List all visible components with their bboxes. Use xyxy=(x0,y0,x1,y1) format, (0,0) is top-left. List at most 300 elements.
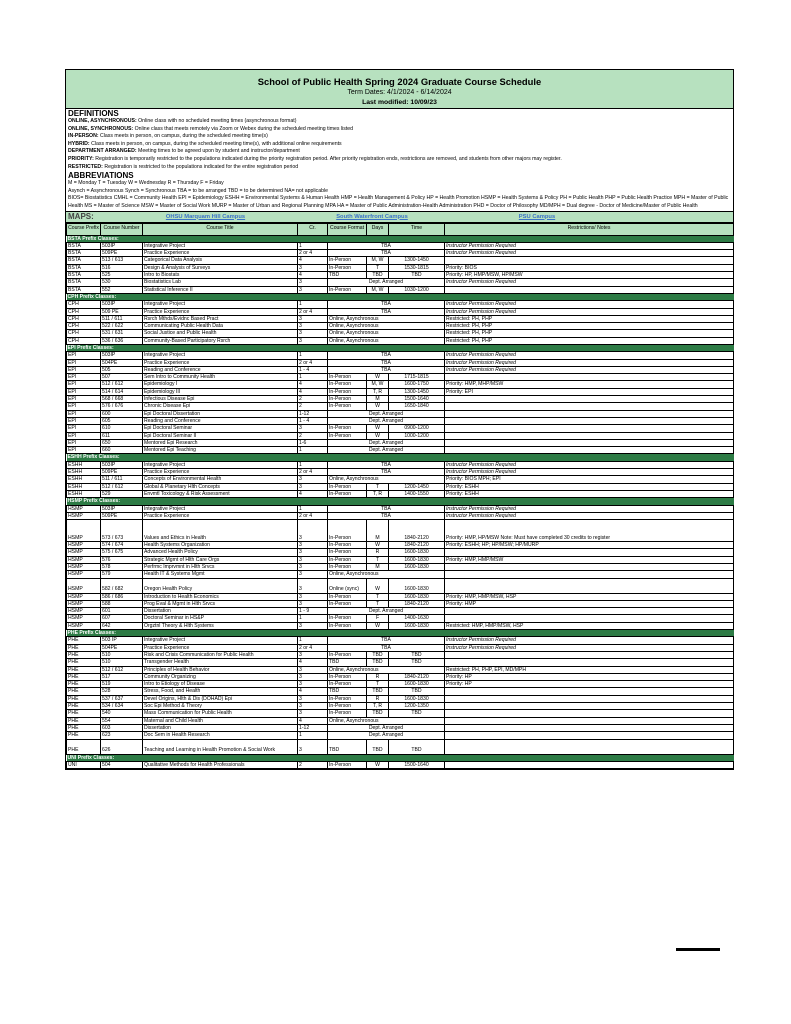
course-number: 554 xyxy=(101,717,143,724)
restrictions-notes: Instructor Permission Required xyxy=(445,301,734,308)
course-format: Online, Asynchronous xyxy=(328,337,445,344)
restrictions-notes xyxy=(445,417,734,424)
days: W xyxy=(367,542,389,549)
last-modified: Last modified: 10/09/23 xyxy=(362,99,437,106)
restrictions-notes xyxy=(445,447,734,454)
days: T xyxy=(367,681,389,688)
course-format: In-Person xyxy=(328,564,367,571)
schedule-arrangement: TBA xyxy=(328,644,445,651)
days: W xyxy=(367,425,389,432)
time: 1500-1640 xyxy=(389,761,445,768)
course-number: 509 PE xyxy=(101,308,143,315)
time: 1600-1830 xyxy=(389,622,445,629)
course-title: Envmtl Toxicology & Risk Assessment xyxy=(143,490,298,497)
time: 1600-1750 xyxy=(389,381,445,388)
course-number: 575 / 675 xyxy=(101,549,143,556)
course-prefix: EPI xyxy=(67,439,101,446)
time: 1840-2120 xyxy=(389,673,445,680)
course-title: Dissertation xyxy=(143,724,298,731)
restrictions-notes xyxy=(445,571,734,578)
schedule-sheet xyxy=(65,69,734,770)
course-title: Stress, Food, and Health xyxy=(143,688,298,695)
time: 1715-1815 xyxy=(389,374,445,381)
course-prefix: BSTA xyxy=(67,242,101,249)
restrictions-notes: Priority: HP xyxy=(445,673,734,680)
restrictions-notes xyxy=(445,425,734,432)
table-row xyxy=(67,323,734,330)
time: 1600-1830 xyxy=(389,681,445,688)
course-format: In-Person xyxy=(328,600,367,607)
section-header-row xyxy=(67,630,734,637)
days: TBD xyxy=(367,710,389,717)
course-number: 642 xyxy=(101,622,143,629)
course-title: Integrative Project xyxy=(143,301,298,308)
schedule-arrangement: TBA xyxy=(328,637,445,644)
restrictions-notes xyxy=(445,710,734,717)
time: 1840-2120 xyxy=(389,542,445,549)
course-number: 529 xyxy=(101,490,143,497)
definition-line xyxy=(68,164,731,172)
course-prefix: PHE xyxy=(67,695,101,702)
course-prefix: HSMP xyxy=(67,622,101,629)
course-title: Qualitative Methods for Health Professionals xyxy=(143,761,298,768)
course-prefix: PHE xyxy=(67,681,101,688)
course-number: 513 / 613 xyxy=(101,257,143,264)
credits: 3 xyxy=(298,483,328,490)
credits: 4 xyxy=(298,257,328,264)
table-row xyxy=(67,483,734,490)
map-link-waterfront[interactable]: South Waterfront Campus xyxy=(336,213,408,220)
days: M, W xyxy=(367,286,389,293)
credits: 2 or 4 xyxy=(298,359,328,366)
course-prefix: EPI xyxy=(67,417,101,424)
definition-term: HYBRID: xyxy=(68,140,90,147)
course-prefix: HSMP xyxy=(67,571,101,578)
course-prefix: BSTA xyxy=(67,257,101,264)
definition-line xyxy=(68,118,731,126)
course-title: Mentored Epi Teaching xyxy=(143,447,298,454)
course-title: Strategic Mgmt of Hlth Care Orgs xyxy=(143,556,298,563)
time: 1600-1830 xyxy=(389,578,445,593)
restrictions-notes: Restricted: PH, PHP, EPI, MD/MPH xyxy=(445,666,734,673)
restrictions-notes: Instructor Permission Required xyxy=(445,250,734,257)
course-format: In-Person xyxy=(328,542,367,549)
map-link-marquam[interactable]: OHSU Marquam Hill Campus xyxy=(165,213,246,220)
days: T xyxy=(367,600,389,607)
course-prefix: BSTA xyxy=(67,279,101,286)
course-prefix: ESHH xyxy=(67,461,101,468)
days: T xyxy=(367,593,389,600)
table-row xyxy=(67,520,734,542)
restrictions-notes: Priority: BIOS xyxy=(445,264,734,271)
credits: 3 xyxy=(298,286,328,293)
course-prefix: EPI xyxy=(67,410,101,417)
table-row xyxy=(67,286,734,293)
days: T xyxy=(367,264,389,271)
credits: 3 xyxy=(298,600,328,607)
course-prefix: PHE xyxy=(67,644,101,651)
course-prefix: HSMP xyxy=(67,549,101,556)
course-title: Chronic Disease Epi xyxy=(143,403,298,410)
course-number: 503IP xyxy=(101,505,143,512)
course-number: 578 xyxy=(101,564,143,571)
table-row xyxy=(67,505,734,512)
table-row xyxy=(67,717,734,724)
course-prefix: HSMP xyxy=(67,520,101,542)
days: M, W xyxy=(367,381,389,388)
course-format: TBD xyxy=(328,272,367,279)
restrictions-notes: Priority: HP, HMP/MSW, HP/MSW xyxy=(445,272,734,279)
credits: 3 xyxy=(298,622,328,629)
course-prefix: EPI xyxy=(67,403,101,410)
course-title: Integrative Project xyxy=(143,242,298,249)
restrictions-notes: Priority: HMP xyxy=(445,600,734,607)
course-number: 576 xyxy=(101,556,143,563)
table-row xyxy=(67,352,734,359)
table-row xyxy=(67,710,734,717)
restrictions-notes: Instructor Permission Required xyxy=(445,637,734,644)
course-title: Devel Origins, Hlth & Dis (DOHAD) Epi xyxy=(143,695,298,702)
schedule-arrangement: Dept. Arranged xyxy=(328,732,445,739)
restrictions-notes xyxy=(445,659,734,666)
course-prefix: CPH xyxy=(67,337,101,344)
table-row xyxy=(67,469,734,476)
course-prefix: PHE xyxy=(67,710,101,717)
table-row xyxy=(67,622,734,629)
course-title: Introduction to Health Economics xyxy=(143,593,298,600)
time: 1200-1450 xyxy=(389,483,445,490)
course-title: Statistical Inference II xyxy=(143,286,298,293)
course-title: Values and Ethics in Health xyxy=(143,520,298,542)
credits: 4 xyxy=(298,717,328,724)
days: W xyxy=(367,432,389,439)
credits: 3 xyxy=(298,279,328,286)
credits: 4 xyxy=(298,388,328,395)
course-prefix: CPH xyxy=(67,330,101,337)
table-row xyxy=(67,374,734,381)
credits: 3 xyxy=(298,703,328,710)
course-prefix: EPI xyxy=(67,396,101,403)
course-prefix: BSTA xyxy=(67,272,101,279)
course-number: 509PE xyxy=(101,250,143,257)
table-row xyxy=(67,651,734,658)
course-title: Teaching and Learning in Health Promotion & Social Work xyxy=(143,739,298,754)
table-row xyxy=(67,410,734,417)
restrictions-notes: Instructor Permission Required xyxy=(445,644,734,651)
schedule-arrangement: TBA xyxy=(328,512,445,519)
schedule-arrangement: TBA xyxy=(328,301,445,308)
course-title: Practice Experience xyxy=(143,359,298,366)
table-row xyxy=(67,425,734,432)
course-title: Practice Experience xyxy=(143,308,298,315)
days: T xyxy=(367,556,389,563)
table-row xyxy=(67,739,734,754)
restrictions-notes: Priority: HMP, HP/MSW Note: Must have completed 30 credits to register xyxy=(445,520,734,542)
definition-term: RESTRICTED: xyxy=(68,163,103,170)
table-row xyxy=(67,461,734,468)
time: 1500-1640 xyxy=(389,396,445,403)
course-title: Biostatistics Lab xyxy=(143,279,298,286)
course-number: 537 / 637 xyxy=(101,695,143,702)
course-title: Epi Doctoral Seminar II xyxy=(143,432,298,439)
column-header: Time xyxy=(389,223,445,235)
definition-line xyxy=(68,141,731,149)
table-row xyxy=(67,578,734,593)
credits: 2 or 4 xyxy=(298,469,328,476)
restrictions-notes xyxy=(445,374,734,381)
time: 1530-1815 xyxy=(389,264,445,271)
course-title: Epidemiology III xyxy=(143,388,298,395)
column-header: Course Title xyxy=(143,223,298,235)
credits: 3 xyxy=(298,710,328,717)
restrictions-notes xyxy=(445,403,734,410)
course-prefix: HSMP xyxy=(67,556,101,563)
course-format: In-Person xyxy=(328,556,367,563)
table-row xyxy=(67,257,734,264)
course-title: Prog Eval & Mgmt in Hlth Srvcs xyxy=(143,600,298,607)
restrictions-notes: Priority: BIOS MPH; EPI xyxy=(445,476,734,483)
course-number: 530 xyxy=(101,279,143,286)
restrictions-notes xyxy=(445,695,734,702)
credits: 1 xyxy=(298,505,328,512)
time: TBD xyxy=(389,272,445,279)
credits: 1 xyxy=(298,352,328,359)
course-number: 605 xyxy=(101,417,143,424)
restrictions-notes: Instructor Permission Required xyxy=(445,359,734,366)
course-number: 626 xyxy=(101,739,143,754)
days: R xyxy=(367,695,389,702)
course-prefix: ESHH xyxy=(67,483,101,490)
table-row xyxy=(67,242,734,249)
course-number: 576 / 676 xyxy=(101,403,143,410)
course-prefix: PHE xyxy=(67,659,101,666)
course-prefix: PHE xyxy=(67,637,101,644)
course-title: Sem Intro to Community Health xyxy=(143,374,298,381)
course-table xyxy=(66,223,734,770)
days: M xyxy=(367,520,389,542)
course-format: In-Person xyxy=(328,673,367,680)
table-row xyxy=(67,549,734,556)
course-prefix: HSMP xyxy=(67,615,101,622)
course-prefix: HSMP xyxy=(67,564,101,571)
credits: 3 xyxy=(298,673,328,680)
days: W xyxy=(367,374,389,381)
course-title: Principles of Health Behavior xyxy=(143,666,298,673)
definition-text: Class meets in person, on campus, during the scheduled meeting time(s) xyxy=(98,133,268,140)
course-number: 503IP xyxy=(101,301,143,308)
course-number: 536 / 636 xyxy=(101,337,143,344)
course-title: Categorical Data Analysis xyxy=(143,257,298,264)
course-prefix: ESHH xyxy=(67,469,101,476)
credits: 1 xyxy=(298,301,328,308)
course-title: Integrative Project xyxy=(143,352,298,359)
section-header-row xyxy=(67,235,734,242)
section-label: ESHH Prefix Classes: xyxy=(67,454,734,461)
credits: 1 xyxy=(298,242,328,249)
course-number: 650 xyxy=(101,439,143,446)
credits: 2 xyxy=(298,761,328,768)
credits: 3 xyxy=(298,323,328,330)
course-format: In-Person xyxy=(328,490,367,497)
section-label: HSMP Prefix Classes: xyxy=(67,498,734,505)
credits: 4 xyxy=(298,272,328,279)
course-title: Dissertation xyxy=(143,608,298,615)
definition-text: Online class that meets remotely via Zoom or Webex during the scheduled meeting times listed xyxy=(133,125,354,132)
map-link-psu[interactable]: PSU Campus xyxy=(518,213,556,220)
table-row xyxy=(67,761,734,768)
course-format: Online, Asynchronous xyxy=(328,315,445,322)
course-format: In-Person xyxy=(328,374,367,381)
course-prefix: PHE xyxy=(67,703,101,710)
course-number: 588 xyxy=(101,600,143,607)
course-number: 582 / 682 xyxy=(101,578,143,593)
course-prefix: HSMP xyxy=(67,542,101,549)
course-number: 552 xyxy=(101,286,143,293)
credits: 3 xyxy=(298,578,328,593)
restrictions-notes xyxy=(445,651,734,658)
course-number: 601 xyxy=(101,608,143,615)
course-format: In-Person xyxy=(328,388,367,395)
definition-text: Registration is restricted to the populations indicated for the entire registration period xyxy=(102,163,299,170)
restrictions-notes xyxy=(445,608,734,615)
course-title: Global & Planetary Hlth Concepts xyxy=(143,483,298,490)
section-header-row xyxy=(67,498,734,505)
restrictions-notes: Instructor Permission Required xyxy=(445,279,734,286)
credits: 3 xyxy=(298,264,328,271)
course-prefix: PHE xyxy=(67,688,101,695)
course-prefix: EPI xyxy=(67,381,101,388)
column-header: Restrictions/ Notes xyxy=(445,223,734,235)
days: TBD xyxy=(367,272,389,279)
restrictions-notes xyxy=(445,724,734,731)
restrictions-notes: Instructor Permission Required xyxy=(445,512,734,519)
course-format: TBD xyxy=(328,739,367,754)
course-format: In-Person xyxy=(328,695,367,702)
course-number: 512 / 612 xyxy=(101,666,143,673)
restrictions-notes xyxy=(445,257,734,264)
course-prefix: BSTA xyxy=(67,286,101,293)
restrictions-notes xyxy=(445,717,734,724)
course-prefix: UNI xyxy=(67,761,101,768)
time: TBD xyxy=(389,710,445,717)
credits: 3 xyxy=(298,542,328,549)
credits: 3 xyxy=(298,739,328,754)
credits: 1-6 xyxy=(298,439,328,446)
course-prefix: BSTA xyxy=(67,250,101,257)
time: 1650-1840 xyxy=(389,403,445,410)
column-header: Days xyxy=(367,223,389,235)
course-title: Health Systems Organization xyxy=(143,542,298,549)
time: 1300-1450 xyxy=(389,257,445,264)
table-row xyxy=(67,417,734,424)
time: 1600-1830 xyxy=(389,695,445,702)
definition-term: PRIORITY: xyxy=(68,155,94,162)
restrictions-notes: Instructor Permission Required xyxy=(445,308,734,315)
section-header-row xyxy=(67,454,734,461)
course-prefix: PHE xyxy=(67,651,101,658)
restrictions-notes xyxy=(445,688,734,695)
time: 0900-1200 xyxy=(389,425,445,432)
course-title: Risk and Crisis Communication for Public Health xyxy=(143,651,298,658)
course-title: Transgender Health xyxy=(143,659,298,666)
time: TBD xyxy=(389,659,445,666)
schedule-arrangement: TBA xyxy=(328,359,445,366)
course-prefix: CPH xyxy=(67,308,101,315)
schedule-arrangement: Dept. Arranged xyxy=(328,439,445,446)
restrictions-notes: Instructor Permission Required xyxy=(445,242,734,249)
schedule-arrangement: Dept. Arranged xyxy=(328,608,445,615)
course-prefix: CPH xyxy=(67,301,101,308)
course-title: Infectious Disease Epi xyxy=(143,396,298,403)
course-format: In-Person xyxy=(328,651,367,658)
course-title: Rsrch Mthds/Evidnc Based Pract xyxy=(143,315,298,322)
course-number: 540 xyxy=(101,710,143,717)
course-number: 512 / 612 xyxy=(101,483,143,490)
schedule-arrangement: TBA xyxy=(328,505,445,512)
course-number: 503 IP xyxy=(101,637,143,644)
table-row xyxy=(67,337,734,344)
section-label: BSTA Prefix Classes: xyxy=(67,235,734,242)
table-row xyxy=(67,381,734,388)
course-title: Maternal and Child Health xyxy=(143,717,298,724)
time: 1840-2120 xyxy=(389,520,445,542)
time: 1400-1550 xyxy=(389,490,445,497)
course-number: 586 / 686 xyxy=(101,593,143,600)
course-title: Practice Experience xyxy=(143,512,298,519)
table-row xyxy=(67,490,734,497)
course-format: In-Person xyxy=(328,703,367,710)
credits: 4 xyxy=(298,381,328,388)
credits: 2 or 4 xyxy=(298,644,328,651)
definition-line xyxy=(68,126,731,134)
days: M xyxy=(367,564,389,571)
course-title: Mass Communication for Public Health xyxy=(143,710,298,717)
course-number: 573 / 673 xyxy=(101,520,143,542)
credits: 4 xyxy=(298,688,328,695)
course-format: TBD xyxy=(328,688,367,695)
course-number: 607 xyxy=(101,615,143,622)
course-number: 504PE xyxy=(101,359,143,366)
page-mark xyxy=(676,948,720,951)
course-number: 507 xyxy=(101,374,143,381)
restrictions-notes xyxy=(445,732,734,739)
course-format: In-Person xyxy=(328,681,367,688)
course-title: Mentored Epi Research xyxy=(143,439,298,446)
course-prefix: HSMP xyxy=(67,512,101,519)
course-prefix: HSMP xyxy=(67,593,101,600)
section-label: CPH Prefix Classes: xyxy=(67,293,734,300)
course-prefix: PHE xyxy=(67,732,101,739)
table-row xyxy=(67,250,734,257)
credits: 2 xyxy=(298,432,328,439)
table-row xyxy=(67,542,734,549)
section-header-row xyxy=(67,754,734,761)
restrictions-notes: Restricted: PH, PHP xyxy=(445,330,734,337)
course-prefix: EPI xyxy=(67,388,101,395)
credits: 3 xyxy=(298,571,328,578)
time: TBD xyxy=(389,651,445,658)
abbreviations-heading: ABBREVIATIONS xyxy=(68,171,134,181)
credits: 2 or 4 xyxy=(298,512,328,519)
definition-line xyxy=(68,133,731,141)
credits: 2 or 4 xyxy=(298,308,328,315)
course-format: In-Person xyxy=(328,264,367,271)
definition-term: ONLINE, SYNCHRONOUS: xyxy=(68,125,134,132)
course-format: In-Person xyxy=(328,381,367,388)
abbrev-days: M = Monday T = Tuesday W = Wednesday R = Thursday F = Friday xyxy=(68,180,224,187)
column-header: Course Format xyxy=(328,223,367,235)
credits: 1 xyxy=(298,374,328,381)
